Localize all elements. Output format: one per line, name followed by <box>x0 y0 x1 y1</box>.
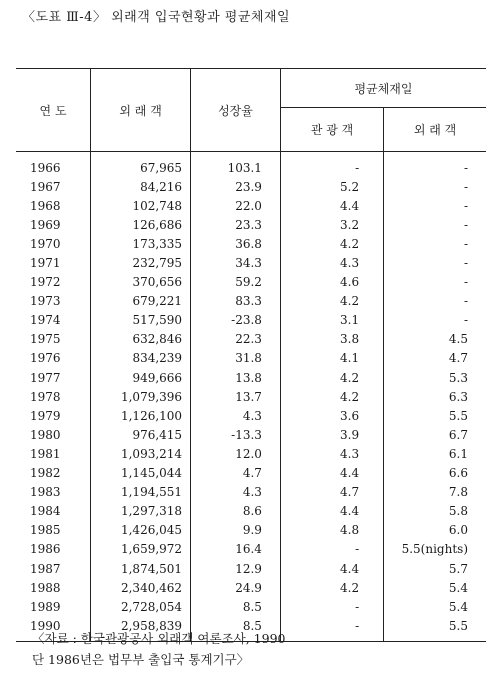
cell-foreigners: - <box>384 177 486 196</box>
table-row <box>16 273 486 292</box>
cell-foreigners: 4.7 <box>384 349 486 368</box>
cell-tourists: 4.1 <box>280 349 383 368</box>
cell-tourists: 4.2 <box>280 578 383 597</box>
cell-growth: -13.3 <box>191 425 281 444</box>
cell-year: 1980 <box>30 427 61 442</box>
cell-visitors: 232,795 <box>91 253 191 272</box>
cell-year: 1977 <box>30 370 61 385</box>
cell-visitors: 1,659,972 <box>91 540 191 559</box>
table-row <box>16 464 486 483</box>
header-growth: 성장율 <box>191 69 281 152</box>
cell-visitors: 517,590 <box>91 311 191 330</box>
cell-tourists: 4.2 <box>280 292 383 311</box>
footer-source: 〈자료 : 한국관광공사 외래객 여론조사, 1990 <box>32 631 286 646</box>
table-row <box>16 349 486 368</box>
cell-tourists: 4.2 <box>280 368 383 387</box>
cell-foreigners: 6.0 <box>384 521 486 540</box>
cell-growth: 12.0 <box>191 444 281 463</box>
cell-year: 1978 <box>30 389 61 404</box>
cell-tourists: 4.4 <box>280 502 383 521</box>
cell-growth: 34.3 <box>191 253 281 272</box>
cell-foreigners: - <box>384 253 486 272</box>
cell-visitors: 126,686 <box>91 215 191 234</box>
cell-year: 1967 <box>30 179 61 194</box>
cell-year: 1970 <box>30 236 61 251</box>
cell-foreigners: - <box>384 152 486 178</box>
cell-growth: 8.5 <box>191 616 281 642</box>
cell-tourists: 4.4 <box>280 464 383 483</box>
cell-growth: 4.3 <box>191 483 281 502</box>
cell-year: 1985 <box>30 523 61 538</box>
visitor-arrivals-table <box>16 68 486 642</box>
table-row <box>16 215 486 234</box>
cell-tourists: 4.4 <box>280 196 383 215</box>
cell-tourists: 4.6 <box>280 273 383 292</box>
cell-growth: 59.2 <box>191 273 281 292</box>
cell-tourists: - <box>280 597 383 616</box>
cell-visitors: 1,079,396 <box>91 387 191 406</box>
table-row <box>16 425 486 444</box>
table-row <box>16 292 486 311</box>
cell-visitors: 976,415 <box>91 425 191 444</box>
cell-year: 1979 <box>30 408 61 423</box>
header-foreigners: 외 래 객 <box>384 108 486 152</box>
cell-visitors: 1,145,044 <box>91 464 191 483</box>
cell-tourists: - <box>280 152 383 178</box>
cell-year: 1976 <box>30 351 61 366</box>
cell-foreigners: 6.3 <box>384 387 486 406</box>
cell-foreigners: 7.8 <box>384 483 486 502</box>
cell-year: 1986 <box>30 542 61 557</box>
cell-growth: 23.3 <box>191 215 281 234</box>
cell-visitors: 67,965 <box>91 152 191 178</box>
cell-growth: 9.9 <box>191 521 281 540</box>
cell-visitors: 370,656 <box>91 273 191 292</box>
cell-foreigners: 6.1 <box>384 444 486 463</box>
table-row <box>16 330 486 349</box>
cell-visitors: 173,335 <box>91 234 191 253</box>
cell-tourists: 3.2 <box>280 215 383 234</box>
cell-tourists: 3.6 <box>280 406 383 425</box>
cell-foreigners: 6.6 <box>384 464 486 483</box>
cell-year: 1982 <box>30 466 61 481</box>
cell-tourists: 5.2 <box>280 177 383 196</box>
cell-foreigners: 5.5 <box>384 616 486 642</box>
cell-foreigners: 5.4 <box>384 597 486 616</box>
cell-tourists: 3.9 <box>280 425 383 444</box>
cell-visitors: 1,874,501 <box>91 559 191 578</box>
cell-year: 1975 <box>30 332 61 347</box>
cell-year: 1972 <box>30 275 61 290</box>
cell-tourists: 4.3 <box>280 253 383 272</box>
table-row <box>16 521 486 540</box>
cell-foreigners: 5.8 <box>384 502 486 521</box>
cell-foreigners: - <box>384 234 486 253</box>
table-row <box>16 444 486 463</box>
cell-foreigners: 6.7 <box>384 425 486 444</box>
cell-tourists: 4.7 <box>280 483 383 502</box>
cell-growth: 12.9 <box>191 559 281 578</box>
cell-year: 1990 <box>30 618 61 633</box>
cell-growth: -23.8 <box>191 311 281 330</box>
cell-foreigners: - <box>384 273 486 292</box>
table-row <box>16 597 486 616</box>
cell-growth: 24.9 <box>191 578 281 597</box>
cell-visitors: 834,239 <box>91 349 191 368</box>
cell-visitors: 2,958,839 <box>91 616 191 642</box>
cell-year: 1971 <box>30 256 61 271</box>
cell-growth: 22.3 <box>191 330 281 349</box>
header-tourists: 관 광 객 <box>280 108 383 152</box>
table-row <box>16 152 486 178</box>
cell-year: 1974 <box>30 313 61 328</box>
table-row <box>16 406 486 425</box>
cell-tourists: 3.1 <box>280 311 383 330</box>
cell-visitors: 1,126,100 <box>91 406 191 425</box>
table-row <box>16 368 486 387</box>
cell-year: 1981 <box>30 446 61 461</box>
footer-note: 단 1986년은 법무부 출입국 통계기구〉 <box>32 652 250 667</box>
cell-foreigners: 5.5 <box>384 406 486 425</box>
cell-tourists: 3.8 <box>280 330 383 349</box>
cell-growth: 22.0 <box>191 196 281 215</box>
table-row <box>16 578 486 597</box>
cell-visitors: 949,666 <box>91 368 191 387</box>
cell-tourists: - <box>280 540 383 559</box>
cell-visitors: 1,093,214 <box>91 444 191 463</box>
cell-visitors: 2,340,462 <box>91 578 191 597</box>
cell-year: 1984 <box>30 504 61 519</box>
cell-tourists: 4.2 <box>280 387 383 406</box>
cell-tourists: 4.2 <box>280 234 383 253</box>
table-row <box>16 483 486 502</box>
table-row <box>16 234 486 253</box>
cell-visitors: 679,221 <box>91 292 191 311</box>
cell-year: 1966 <box>30 160 61 175</box>
cell-foreigners: - <box>384 292 486 311</box>
cell-year: 1969 <box>30 217 61 232</box>
cell-growth: 8.5 <box>191 597 281 616</box>
cell-growth: 23.9 <box>191 177 281 196</box>
cell-year: 1968 <box>30 198 61 213</box>
cell-growth: 8.6 <box>191 502 281 521</box>
cell-foreigners: - <box>384 311 486 330</box>
cell-visitors: 1,426,045 <box>91 521 191 540</box>
cell-growth: 13.8 <box>191 368 281 387</box>
cell-growth: 16.4 <box>191 540 281 559</box>
cell-tourists: 4.3 <box>280 444 383 463</box>
cell-visitors: 1,194,551 <box>91 483 191 502</box>
cell-tourists: 4.8 <box>280 521 383 540</box>
cell-tourists: 4.4 <box>280 559 383 578</box>
cell-year: 1989 <box>30 599 61 614</box>
cell-growth: 4.3 <box>191 406 281 425</box>
cell-year: 1988 <box>30 580 61 595</box>
cell-visitors: 632,846 <box>91 330 191 349</box>
table-row <box>16 253 486 272</box>
cell-visitors: 84,216 <box>91 177 191 196</box>
table-row <box>16 196 486 215</box>
cell-year: 1983 <box>30 485 61 500</box>
cell-growth: 31.8 <box>191 349 281 368</box>
table-row <box>16 502 486 521</box>
cell-year: 1987 <box>30 561 61 576</box>
cell-foreigners: - <box>384 215 486 234</box>
cell-tourists: - <box>280 616 383 642</box>
cell-foreigners: - <box>384 196 486 215</box>
cell-growth: 4.7 <box>191 464 281 483</box>
cell-foreigners: 5.5(nights) <box>384 540 486 559</box>
table-row <box>16 311 486 330</box>
table-body <box>16 152 486 642</box>
cell-visitors: 2,728,054 <box>91 597 191 616</box>
cell-year: 1973 <box>30 294 61 309</box>
cell-visitors: 102,748 <box>91 196 191 215</box>
table-row <box>16 559 486 578</box>
cell-foreigners: 4.5 <box>384 330 486 349</box>
cell-growth: 83.3 <box>191 292 281 311</box>
cell-growth: 13.7 <box>191 387 281 406</box>
cell-growth: 103.1 <box>191 152 281 178</box>
cell-foreigners: 5.7 <box>384 559 486 578</box>
cell-growth: 36.8 <box>191 234 281 253</box>
table-row <box>16 540 486 559</box>
table-row <box>16 387 486 406</box>
table-row <box>16 177 486 196</box>
header-visitors: 외 래 객 <box>91 69 191 152</box>
header-average-stay: 평균체재일 <box>280 69 486 108</box>
table-title: 〈도표 Ⅲ-4〉 외래객 입국현황과 평균체재일 <box>22 10 291 25</box>
cell-foreigners: 5.3 <box>384 368 486 387</box>
cell-visitors: 1,297,318 <box>91 502 191 521</box>
header-year: 연 도 <box>39 103 67 118</box>
cell-foreigners: 5.4 <box>384 578 486 597</box>
footer-notes <box>32 628 286 670</box>
